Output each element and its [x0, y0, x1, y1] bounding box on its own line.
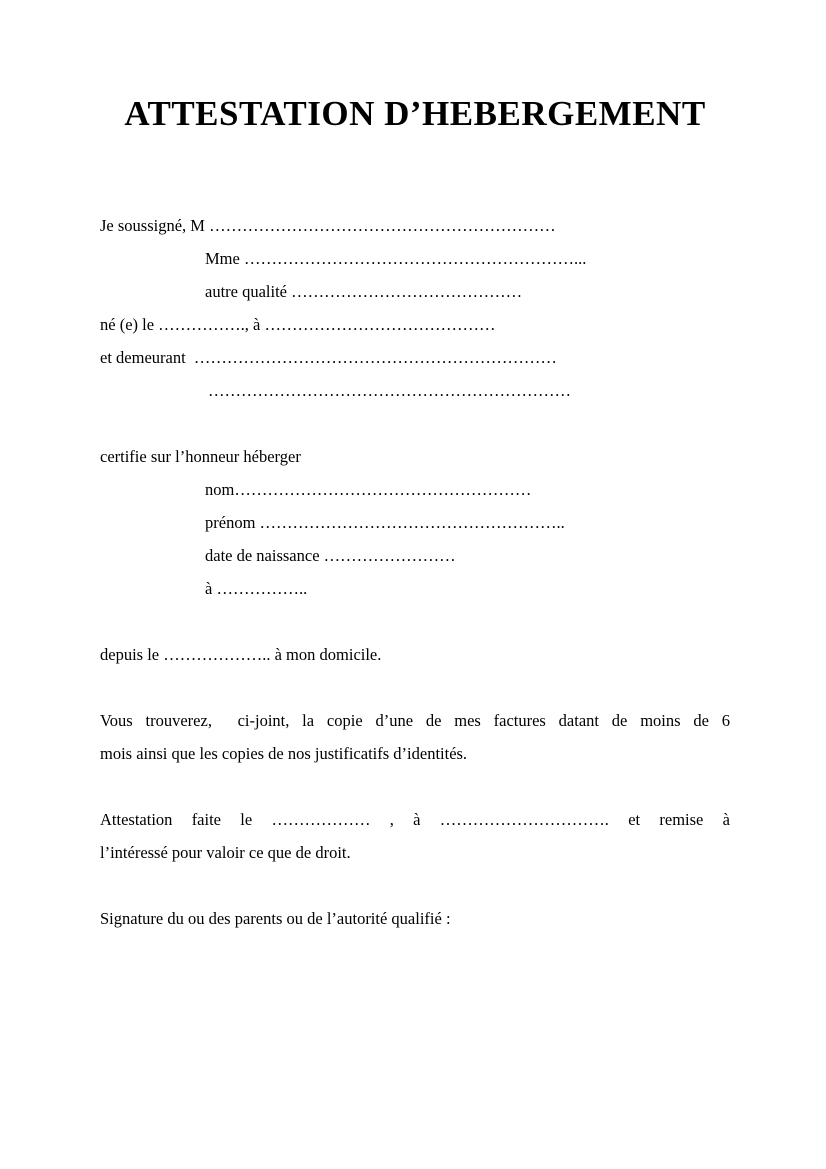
line-signature: Signature du ou des parents ou de l’autorité qualifié :	[100, 909, 451, 928]
spacer	[100, 407, 730, 440]
line-declarant-domicile: et demeurant …………………………………………………………	[100, 348, 557, 367]
line-attestation-faite-1: Attestation faite le ……………… , à …………………………. et remise à	[100, 810, 730, 829]
line-certifie-intro: certifie sur l’honneur héberger	[100, 447, 301, 466]
spacer	[100, 869, 730, 902]
spacer	[100, 770, 730, 803]
line-heberge-lieu: à ……………..	[205, 579, 308, 598]
line-duree-hebergement: depuis le ……………….. à mon domicile.	[100, 645, 382, 664]
line-declarant-domicile-suite: …………………………………………………………	[208, 381, 571, 400]
line-declarant-autre-qualite: autre qualité ……………………………………	[205, 282, 523, 301]
line-declarant-naissance: né (e) le ……………., à ……………………………………	[100, 315, 496, 334]
line-declarant-madame: Mme ……………………………………………………...	[205, 249, 587, 268]
line-pieces-jointes-2: mois ainsi que les copies de nos justificatifs d’identités.	[100, 744, 468, 763]
document-title: ATTESTATION D’HEBERGEMENT	[124, 94, 706, 133]
line-heberge-nom: nom………………………………………………	[205, 480, 532, 499]
spacer	[100, 671, 730, 704]
line-declarant-monsieur: Je soussigné, M ………………………………………………………	[100, 216, 556, 235]
line-heberge-prenom: prénom ………………………………………………..	[205, 513, 565, 532]
document-content	[100, 0, 730, 935]
line-pieces-jointes-1: Vous trouverez, ci-joint, la copie d’une de mes factures datant de moins de 6	[100, 711, 730, 730]
line-heberge-date-naissance: date de naissance ……………………	[205, 546, 456, 565]
line-attestation-faite-2: l’intéressé pour valoir ce que de droit.	[100, 843, 351, 862]
document-body	[100, 209, 730, 935]
spacer	[100, 605, 730, 638]
